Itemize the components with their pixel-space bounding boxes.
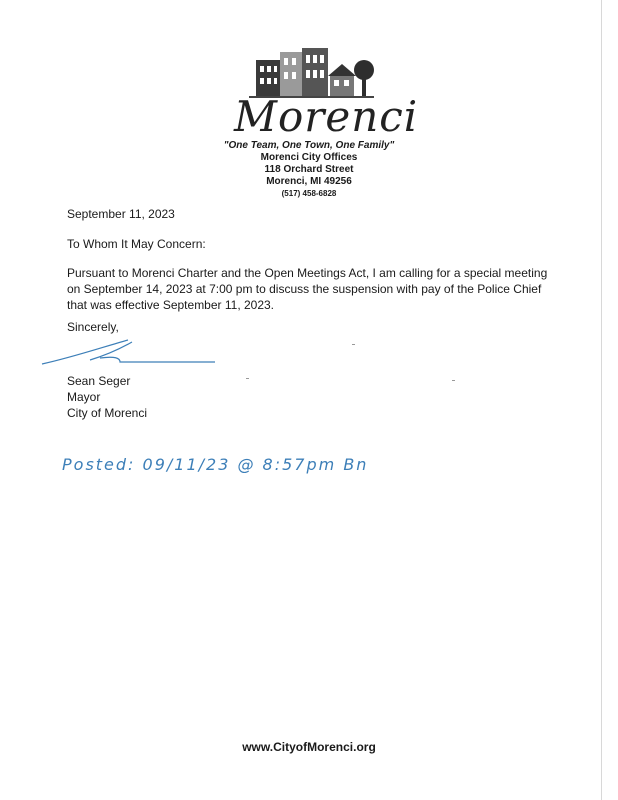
page-edge-line	[601, 0, 602, 800]
signer-name: Sean Seger	[67, 374, 131, 388]
city-logo	[234, 46, 419, 142]
logo-wordmark: Morenci	[234, 92, 419, 141]
signer-title: Mayor	[67, 390, 101, 404]
scan-speck	[452, 380, 455, 381]
letter-date: September 11, 2023	[67, 207, 175, 221]
city-state-zip: Morenci, MI 49256	[266, 176, 352, 187]
signature-image	[40, 336, 215, 370]
salutation: To Whom It May Concern:	[67, 237, 206, 251]
footer-website: www.CityofMorenci.org	[242, 740, 376, 754]
closing: Sincerely,	[67, 320, 119, 334]
letterhead-address	[0, 140, 618, 199]
letter-body: Pursuant to Morenci Charter and the Open Meetings Act, I am calling for a special meeting on September 14, 2023 at 7:00 pm to discuss the suspension with pay of the Police Chief that was effective September 11, 2023.	[67, 266, 548, 312]
tagline: "One Team, One Town, One Family"	[223, 140, 395, 151]
signer-organization: City of Morenci	[67, 406, 148, 420]
posted-handwritten-note: Posted: 09/11/23 @ 8:57pm Bn	[62, 455, 369, 474]
scan-speck	[246, 378, 249, 379]
office-name: Morenci City Offices	[260, 152, 358, 163]
phone-number: (517) 458-6828	[281, 189, 337, 198]
scan-speck	[352, 344, 355, 345]
street-address: 118 Orchard Street	[264, 164, 354, 175]
